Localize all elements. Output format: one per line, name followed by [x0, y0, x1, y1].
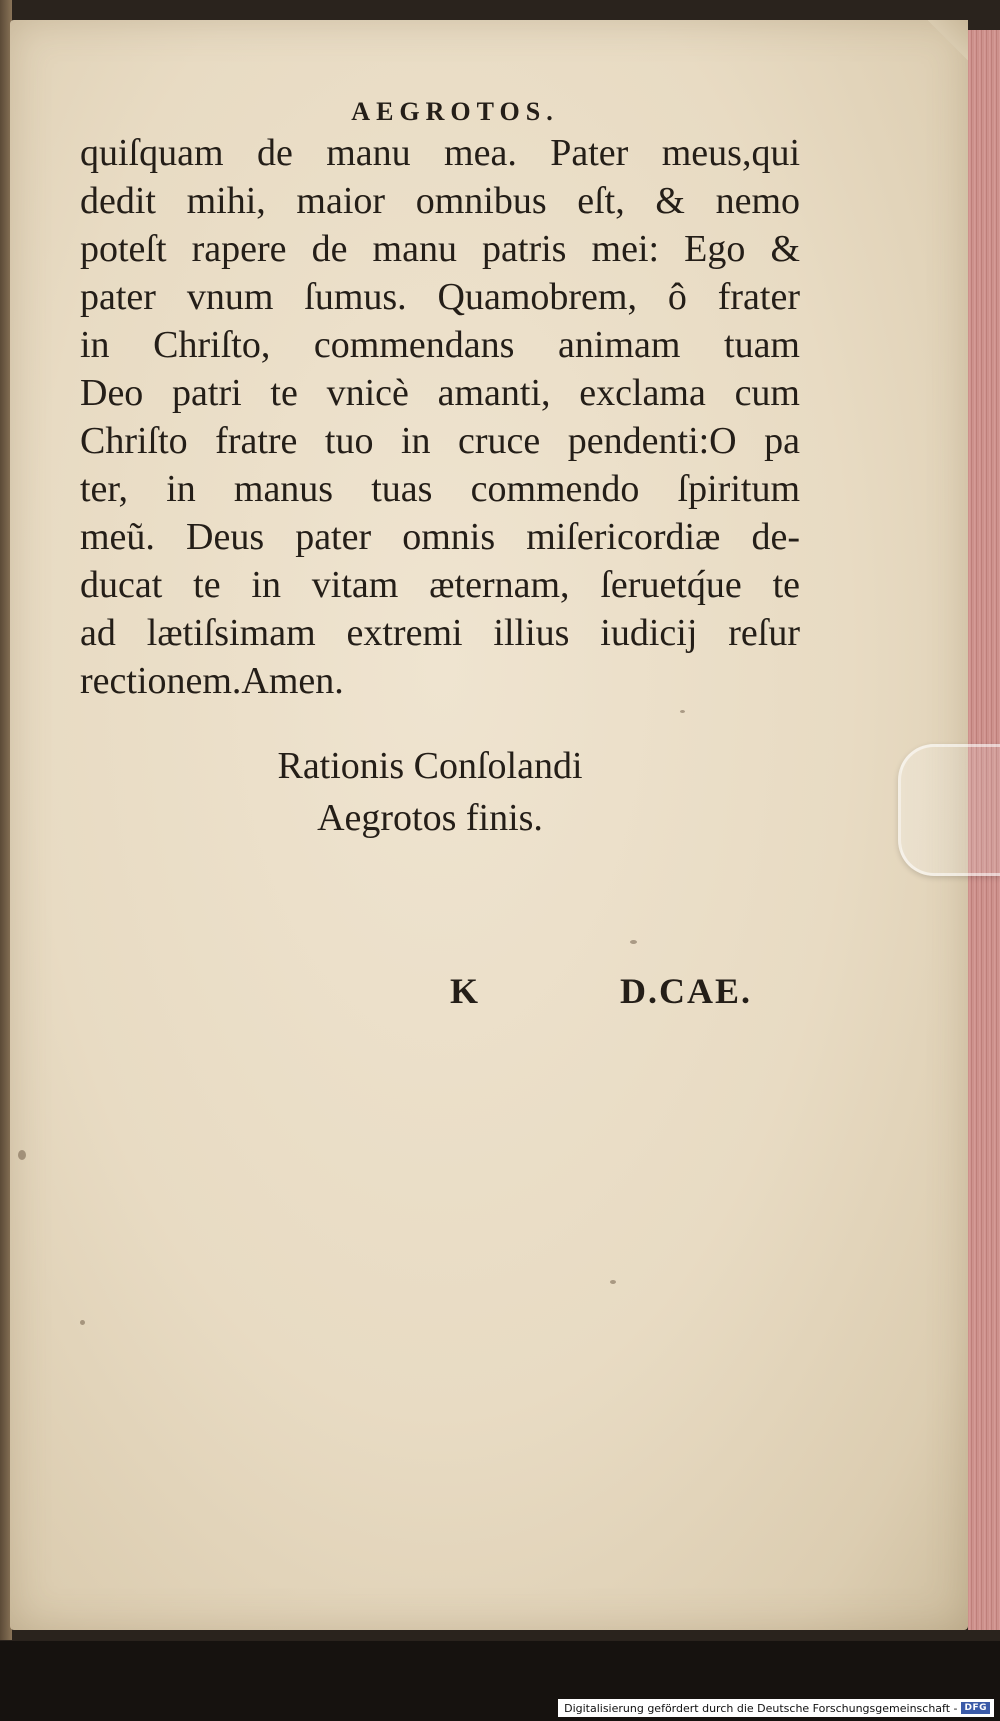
paper-stain [630, 940, 637, 944]
text-line: dedit mihi, maior omnibus eſt, & nemo [80, 180, 800, 222]
running-head: AEGROTOS. [351, 97, 559, 126]
text-line: meũ. Deus pater omnis miſericordiæ de- [80, 516, 800, 558]
text-line: rectionem.Amen. [80, 660, 344, 702]
text-line: poteſt rapere de manu patris mei: Ego & [80, 228, 800, 270]
scan-footer-bar [0, 1641, 1000, 1721]
text-line: ter, in manus tuas commendo ſpiritum [80, 468, 800, 510]
paper-stain [80, 1320, 85, 1325]
text-line: Chriſto fratre tuo in cruce pendenti:O pa [80, 420, 800, 462]
text-line: ad lætiſsimam extremi illius iudicij reſur [80, 612, 800, 654]
text-line: in Chriſto, commendans animam tuam [80, 324, 800, 366]
colophon-line: Rationis Conſolandi [277, 745, 583, 787]
colophon [240, 740, 620, 844]
colophon-line: Aegrotos finis. [317, 797, 543, 839]
paper-stain [610, 1280, 616, 1284]
text-line: quiſquam de manu mea. Pater meus,qui [80, 132, 800, 174]
funding-note: Digitalisierung gefördert durch die Deutsche Forschungsgemeinschaft - [564, 1701, 958, 1715]
funding-credit [558, 1699, 994, 1717]
page-corner-fold [928, 20, 968, 60]
paper-stain [680, 710, 685, 713]
main-text-block [80, 95, 800, 705]
paper-stain [18, 1150, 26, 1160]
text-line: ducat te in vitam æternam, ſeruetq́ue te [80, 564, 800, 606]
page-clip [898, 744, 1000, 876]
signature-mark: K [450, 971, 479, 1011]
catchword: D.CAE. [620, 971, 753, 1011]
dfg-logo-icon: DFG [961, 1702, 990, 1714]
text-line: Deo patri te vnicè amanti, exclama cum [80, 372, 800, 414]
text-line: pater vnum ſumus. Quamobrem, ô frater [80, 276, 800, 318]
